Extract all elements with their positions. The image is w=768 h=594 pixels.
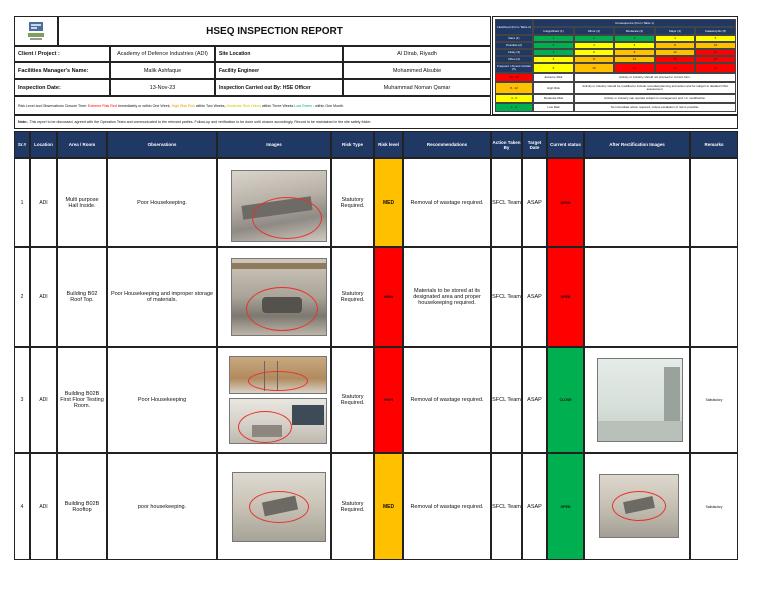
row-location: ADI xyxy=(30,247,57,347)
matrix-cell: 4 xyxy=(655,35,695,42)
row-action-by: SFCL Team xyxy=(491,247,522,347)
row-after-images xyxy=(584,453,690,560)
row-risk-level: HIGH xyxy=(374,347,403,453)
row-action-by: SFCL Team xyxy=(491,453,522,560)
closure-low: Low Green xyxy=(294,103,312,108)
row-status: OPEN xyxy=(547,453,584,560)
matrix-corner: Likelihood (From Table 2) xyxy=(495,19,533,35)
matrix-row-label: Frequent / Almost Certain (5) xyxy=(496,64,531,71)
risk-matrix xyxy=(492,16,738,115)
row-area: Building B02 Roof Top. xyxy=(57,247,107,347)
matrix-cell: 15 xyxy=(695,49,736,56)
matrix-cell: 25 xyxy=(695,63,736,73)
matrix-cell: 2 xyxy=(533,42,574,49)
matrix-cell: 1 xyxy=(533,35,574,42)
row-recommendation: Removal of wastage required. xyxy=(403,453,491,560)
row-status: CLOSE xyxy=(547,347,584,453)
company-logo xyxy=(14,16,58,46)
row-after-images xyxy=(584,347,690,453)
matrix-cell: 12 xyxy=(655,49,695,56)
client-label: Client / Project : xyxy=(14,46,110,62)
matrix-cell: 3 xyxy=(614,35,655,42)
highlight-ellipse xyxy=(249,491,309,523)
matrix-col-2: Minor (2) xyxy=(574,27,614,35)
matrix-cell: 10 xyxy=(574,63,614,73)
legend-range-extreme: 15 - 25 xyxy=(495,73,533,82)
inspection-date-label: Inspection Date: xyxy=(14,79,110,96)
row-observation: Poor Housekeeping xyxy=(107,347,217,453)
legend-action-high: Activity or industry should be modified to include remedial planning and action and be subject to detailed OSH assessment. xyxy=(574,82,736,94)
row-risk-type: Statutory Required. xyxy=(331,453,374,560)
matrix-cell: 3 xyxy=(533,49,574,56)
observation-photo xyxy=(231,170,327,242)
carried-out-label: Inspection Carried out By: HSE Officer xyxy=(215,79,343,96)
highlight-ellipse xyxy=(246,287,318,331)
client-value: Academy of Defence Industries (ADI) xyxy=(110,46,215,62)
col-header-location: Location xyxy=(30,131,57,158)
row-images xyxy=(217,453,331,560)
col-header-sr: Sr.# xyxy=(14,131,30,158)
matrix-cell: 15 xyxy=(614,63,655,73)
closure-extreme: Extreme Risk Red xyxy=(87,103,117,108)
row-observation: Poor Housekeeping and improper storage of materials. xyxy=(107,247,217,347)
legend-action-extreme: Activity or industry should not proceed in current form. xyxy=(574,73,736,82)
closure-high-time: within Two Weeks, xyxy=(195,103,226,108)
row-sr: 2 xyxy=(14,247,30,347)
row-recommendation: Removal of wastage required. xyxy=(403,158,491,247)
matrix-col-5: Catastrophic (5) xyxy=(695,27,736,35)
col-header-risk-type: Risk Type xyxy=(331,131,374,158)
row-risk-level: MED xyxy=(374,158,403,247)
col-header-observations: Observations xyxy=(107,131,217,158)
rectification-photo xyxy=(599,474,679,538)
site-value: Al Dirab, Riyadh xyxy=(343,46,491,62)
matrix-cell: 6 xyxy=(614,42,655,49)
legend-range-moderate: 4 - 6 xyxy=(495,94,533,103)
row-target: ASAP xyxy=(522,453,547,560)
observation-photo xyxy=(231,258,327,336)
matrix-cell: 12 xyxy=(614,56,655,63)
table-row xyxy=(14,347,738,453)
matrix-cell: 20 xyxy=(655,63,695,73)
facilities-manager-label: Facilities Manager's Name: xyxy=(14,62,110,79)
report-title: HSEQ INSPECTION REPORT xyxy=(58,16,491,46)
col-header-target-date: Target Date xyxy=(522,131,547,158)
col-header-area: Area / Room xyxy=(57,131,107,158)
legend-range-low: 1 - 3 xyxy=(495,103,533,112)
row-risk-level: HIGH xyxy=(374,247,403,347)
matrix-col-1: Insignificant (1) xyxy=(533,27,574,35)
legend-name-high: High Risk xyxy=(533,82,574,94)
carried-out-value: Muhammad Noman Qamar xyxy=(343,79,491,96)
row-observation: poor housekeeping. xyxy=(107,453,217,560)
matrix-cell: 6 xyxy=(574,49,614,56)
closure-time-row xyxy=(14,96,491,115)
col-header-images: Images xyxy=(217,131,331,158)
closure-extreme-time: Immediately or within One Week, xyxy=(117,103,171,108)
row-recommendation: Materials to be stored at its designated area and proper housekeeping required. xyxy=(403,247,491,347)
matrix-cell: 5 xyxy=(695,35,736,42)
table-row xyxy=(14,453,738,560)
closure-moderate-time: within Three Weeks xyxy=(261,103,294,108)
observation-photo xyxy=(229,398,327,444)
note-label: Note:- xyxy=(18,120,29,124)
row-sr: 4 xyxy=(14,453,30,560)
row-risk-type: Statutory Required. xyxy=(331,158,374,247)
site-label: Site Location xyxy=(215,46,343,62)
closure-moderate: Moderate Risk Yellow xyxy=(226,103,261,108)
row-images xyxy=(217,347,331,453)
row-remarks xyxy=(690,247,738,347)
matrix-row-label: Rare (1) xyxy=(495,35,533,42)
row-area: Building B02B Rooftop xyxy=(57,453,107,560)
matrix-cell: 5 xyxy=(533,63,574,73)
row-sr: 1 xyxy=(14,158,30,247)
row-recommendation: Removal of wastage required. xyxy=(403,347,491,453)
col-header-remarks: Remarks xyxy=(690,131,738,158)
highlight-ellipse xyxy=(248,371,308,391)
facility-engineer-label: Facility Engineer xyxy=(215,62,343,79)
highlight-ellipse xyxy=(238,411,292,443)
col-header-status: Current status xyxy=(547,131,584,158)
legend-action-low: No immediate action required, unless escalation of risk is possible. xyxy=(574,103,736,112)
row-remarks: Satisfactory xyxy=(690,453,738,560)
row-status: OPEN xyxy=(547,158,584,247)
highlight-ellipse xyxy=(252,197,322,239)
row-remarks xyxy=(690,158,738,247)
row-risk-level: MED xyxy=(374,453,403,560)
row-risk-type: Statutory Required. xyxy=(331,247,374,347)
table-header xyxy=(14,131,738,158)
row-target: ASAP xyxy=(522,247,547,347)
matrix-consequence-title: Consequence (From Table 1) xyxy=(533,19,736,27)
row-location: ADI xyxy=(30,347,57,453)
row-risk-type: Statutory Required. xyxy=(331,347,374,453)
matrix-row-label: Possible (2) xyxy=(495,42,533,49)
rectification-photo xyxy=(597,358,683,442)
closure-high: High Risk Pink xyxy=(171,103,195,108)
matrix-cell: 10 xyxy=(695,42,736,49)
inspection-date-value: 13-Nov-23 xyxy=(110,79,215,96)
logo-icon xyxy=(26,20,46,42)
matrix-cell: 4 xyxy=(533,56,574,63)
legend-name-extreme: Extreme Risk xyxy=(533,73,574,82)
legend-name-moderate: Moderate Risk xyxy=(533,94,574,103)
row-location: ADI xyxy=(30,453,57,560)
facilities-manager-value: Malik Ashfaque xyxy=(110,62,215,79)
table-row xyxy=(14,158,738,247)
matrix-row-label: Likely (3) xyxy=(495,49,533,56)
row-location: ADI xyxy=(30,158,57,247)
table-row xyxy=(14,247,738,347)
legend-name-low: Low Risk xyxy=(533,103,574,112)
row-area: Multi purpose Hall Inside. xyxy=(57,158,107,247)
legend-action-moderate: Activity or industry can operate subject to management and / or modification. xyxy=(574,94,736,103)
matrix-col-4: Major (4) xyxy=(655,27,695,35)
row-action-by: SFCL Team xyxy=(491,347,522,453)
closure-prefix: Risk Level and Observations Closure Time: xyxy=(18,103,87,108)
row-status: OPEN xyxy=(547,247,584,347)
col-header-after-images: After Rectification Images xyxy=(584,131,690,158)
row-target: ASAP xyxy=(522,347,547,453)
row-images xyxy=(217,247,331,347)
row-observation: Poor Housekeeping. xyxy=(107,158,217,247)
matrix-col-3: Moderate (3) xyxy=(614,27,655,35)
row-action-by: SFCL Team xyxy=(491,158,522,247)
matrix-cell: 8 xyxy=(574,56,614,63)
col-header-action-by: Action Taken By xyxy=(491,131,522,158)
note-row xyxy=(14,115,738,129)
observation-photo xyxy=(229,356,327,394)
row-after-images xyxy=(584,158,690,247)
matrix-cell: 4 xyxy=(574,42,614,49)
closure-low-time: - within One Month. xyxy=(312,103,345,108)
matrix-cell: 20 xyxy=(695,56,736,63)
legend-range-high: 8 - 12 xyxy=(495,82,533,94)
matrix-cell: 9 xyxy=(614,49,655,56)
col-header-recommendations: Recommendations xyxy=(403,131,491,158)
row-area: Building B02B First Floor Testing Room. xyxy=(57,347,107,453)
observation-photo xyxy=(232,472,326,542)
matrix-cell: 2 xyxy=(574,35,614,42)
facility-engineer-value: Mohammed Alsubie xyxy=(343,62,491,79)
highlight-ellipse xyxy=(612,491,666,521)
row-sr: 3 xyxy=(14,347,30,453)
matrix-cell: 16 xyxy=(655,56,695,63)
matrix-row-label: Often (4) xyxy=(495,56,533,63)
matrix-cell: 8 xyxy=(655,42,695,49)
row-remarks: Satisfactory xyxy=(690,347,738,453)
row-target: ASAP xyxy=(522,158,547,247)
col-header-risk-level: Risk level xyxy=(374,131,403,158)
note-text: This report to be discussed, agreed with the Operation Team and communicated to the relevant parties. Follow-up and verification to be done until closure accordingly. Record to be maintained in the site safety folder. xyxy=(29,120,372,124)
row-after-images xyxy=(584,247,690,347)
row-images xyxy=(217,158,331,247)
